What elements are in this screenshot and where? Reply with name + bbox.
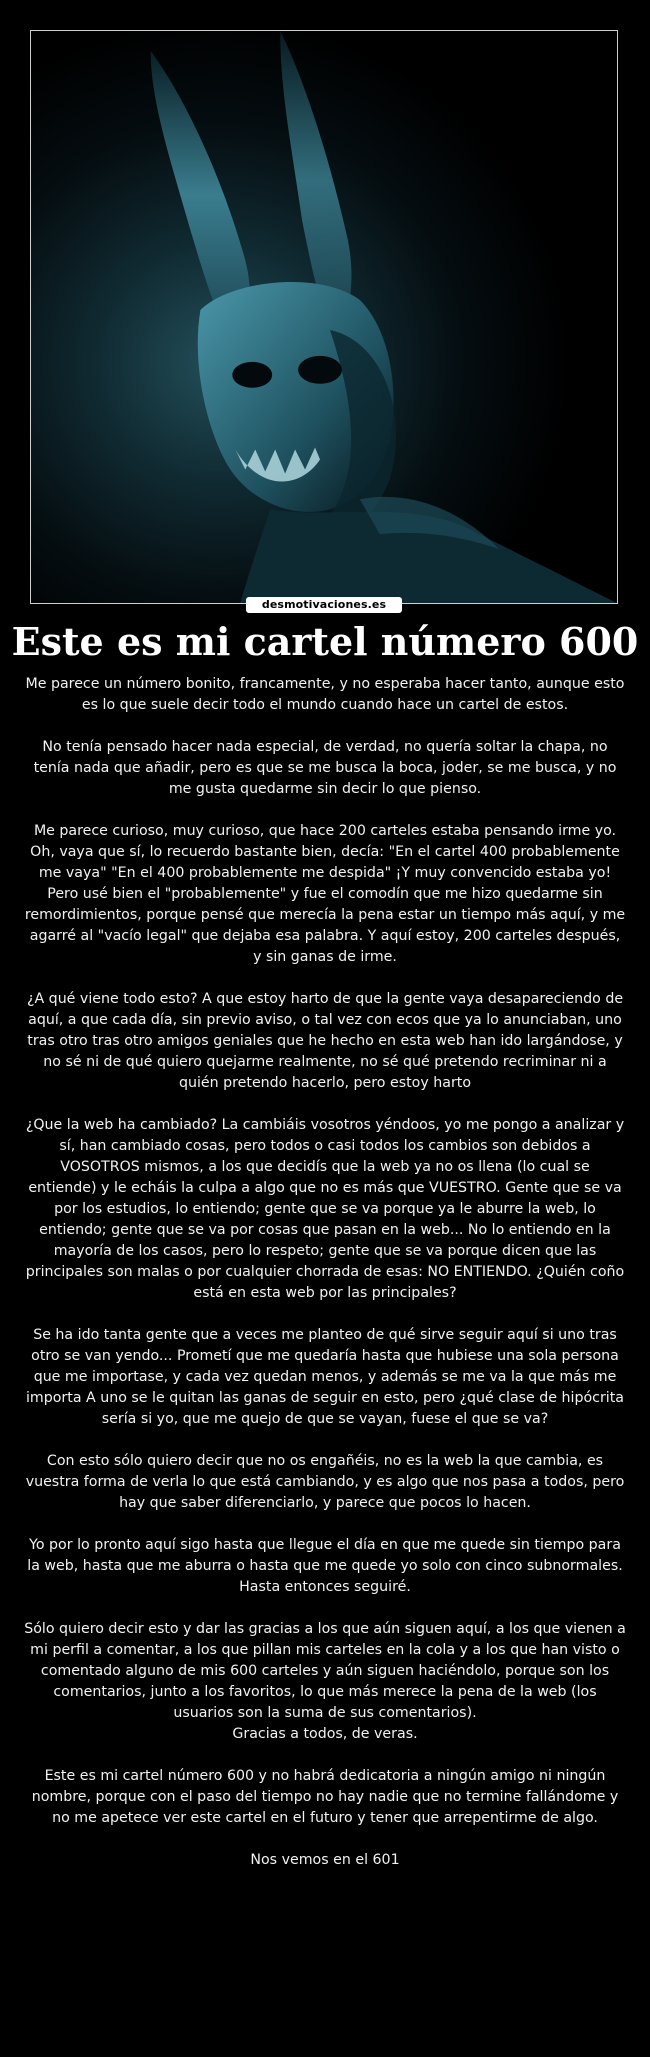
poster-image-frame (30, 30, 618, 604)
poster-title: Este es mi cartel número 600 (11, 619, 639, 664)
poster-body (24, 674, 626, 1871)
rabbit-mask-image (31, 31, 617, 603)
paragraph: Este es mi cartel número 600 y no habrá dedicatoria a ningún amigo ni ningún nombre, porque con el paso del tiempo no hay nadie que no termine fallándome y no me apetece ver este cartel en el futuro y tener que arrepentirme de algo. (31, 1768, 619, 1826)
paragraph: Me parece curioso, muy curioso, que hace 200 carteles estaba pensando irme yo. Oh, vaya que sí, lo recuerdo bastante bien, decía: "En el cartel 400 probablemente me vaya" "En el 400 probablemente me despida" ¡Y muy convencido estaba yo! Pero usé bien el "probablemente" y fue el comodín que me hizo quedarme sin remordimientos, porque pensé que merecía la pena estar un tiempo más aquí, y me agarré al "vacío legal" que dejaba esa palabra. Y aquí estoy, 200 carteles después, y sin ganas de irme. (24, 823, 626, 965)
paragraph: ¿A qué viene todo esto? A que estoy harto de que la gente vaya desapareciendo de aquí, a que cada día, sin previo aviso, o tal vez con ecos que ya lo anunciaban, uno tras otro tras otro amigos geniales que he hecho en esta web han ido largándose, y no sé ni de qué quiero quejarme realmente, no sé qué pretendo recriminar ni a quién pretendo hacerlo, pero estoy harto (26, 991, 624, 1091)
paragraph: No tenía pensado hacer nada especial, de verdad, no quería soltar la chapa, no tenía nada que añadir, pero es que se me busca la boca, joder, se me busca, y no me gusta quedarme sin decir lo que pienso. (33, 739, 617, 797)
watermark-logo: desmotivaciones.es (246, 597, 402, 613)
paragraph: Con esto sólo quiero decir que no os engañéis, no es la web la que cambia, es vuestra forma de verla lo que está cambiando, y es algo que nos pasa a todos, pero hay que saber diferenciarlo, y parece que pocos lo hacen. (25, 1453, 625, 1511)
paragraph: Sólo quiero decir esto y dar las gracias a los que aún siguen aquí, a los que vienen a mi perfil a comentar, a los que pillan mis carteles en la cola y a los que han visto o comentado alguno de mis 600 carteles y aún siguen haciéndolo, porque son los comentarios, junto a los favoritos, lo que más merece la pena de la web (los usuarios son la suma de sus comentarios). Gracias a todos, de veras. (24, 1621, 626, 1742)
closing-line: Nos vemos en el 601 (250, 1852, 400, 1868)
paragraph: Se ha ido tanta gente que a veces me planteo de qué sirve seguir aquí si uno tras otro se van yendo... Prometí que me quedaría hasta que hubiese una sola persona que me importase, y cada vez quedan menos, y además se me va la que más me importa A uno se le quitan las ganas de seguir en esto, pero ¿qué clase de hipócrita sería si yo, que me quejo de que se vayan, fuese el que se va? (25, 1327, 624, 1427)
paragraph: Yo por lo pronto aquí sigo hasta que llegue el día en que me quede sin tiempo para la web, hasta que me aburra o hasta que me quede yo solo con cinco subnormales. Hasta entonces seguiré. (27, 1537, 623, 1595)
paragraph: ¿Que la web ha cambiado? La cambiáis vosotros yéndoos, yo me pongo a analizar y sí, han cambiado cosas, pero todos o casi todos los cambios son debidos a VOSOTROS mismos, a los que decidís que la web ya no os llena (lo cual se entiende) y le echáis la culpa a algo que no es más que VUESTRO. Gente que se va por los estudios, lo entiendo; gente que se va porque ya le aburre la web, lo entiendo; gente que se va por cosas que pasan en la web... No lo entiendo en la mayoría de los casos, pero lo respeto; gente que se va porque dicen que las principales son malas o por cualquier chorrada de esas: NO ENTIENDO. ¿Quién coño está en esta web por las principales? (25, 1117, 625, 1301)
paragraph: Me parece un número bonito, francamente, y no esperaba hacer tanto, aunque esto es lo que suele decir todo el mundo cuando hace un cartel de estos. (25, 676, 625, 713)
